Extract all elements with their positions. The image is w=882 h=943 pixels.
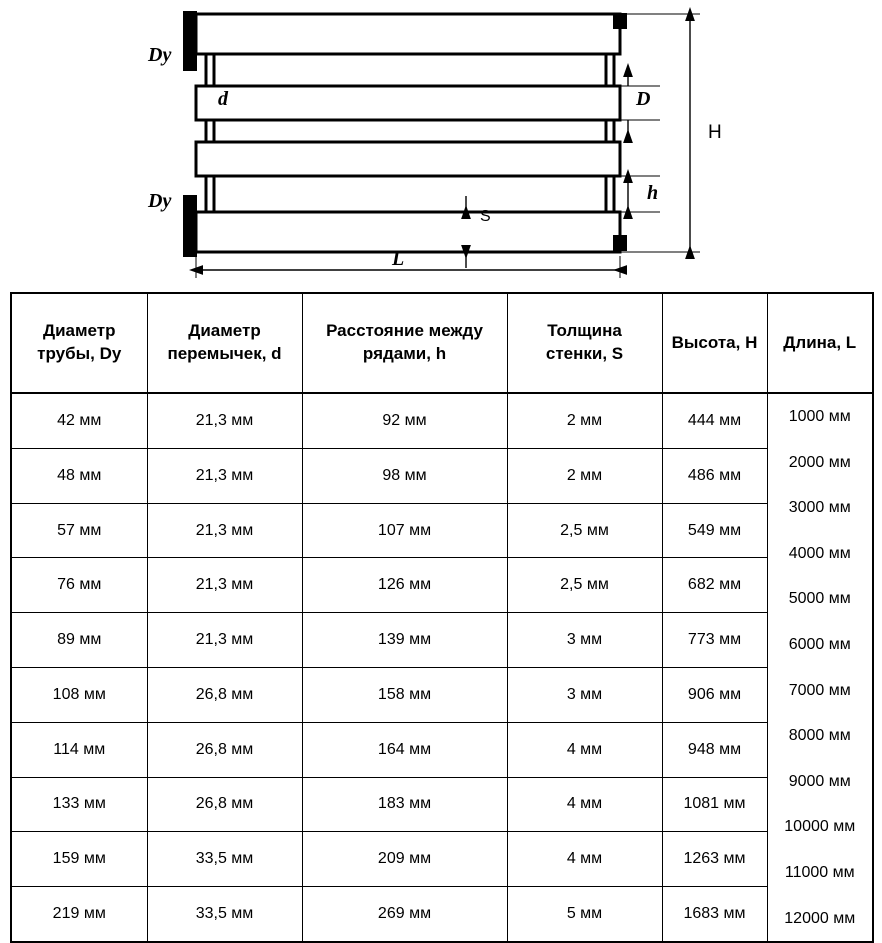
- cell-row-spacing: 158 мм: [302, 668, 507, 723]
- cell-pipe-diameter: 114 мм: [11, 722, 147, 777]
- cell-row-spacing: 126 мм: [302, 558, 507, 613]
- cell-height: 906 мм: [662, 668, 767, 723]
- cell-height: 948 мм: [662, 722, 767, 777]
- table-row: [11, 832, 873, 887]
- cell-pipe-diameter: 76 мм: [11, 558, 147, 613]
- cell-wall-thickness: 3 мм: [507, 668, 662, 723]
- cell-pipe-diameter: 133 мм: [11, 777, 147, 832]
- length-option: 7000 мм: [788, 681, 851, 699]
- cell-jumper-diameter: 21,3 мм: [147, 503, 302, 558]
- cell-wall-thickness: 2 мм: [507, 393, 662, 448]
- length-option: 12000 мм: [784, 909, 856, 927]
- cell-jumper-diameter: 21,3 мм: [147, 558, 302, 613]
- table-row: [11, 393, 873, 448]
- cell-wall-thickness: 3 мм: [507, 613, 662, 668]
- table-row: [11, 448, 873, 503]
- cell-height: 1683 мм: [662, 887, 767, 943]
- table-row: [11, 887, 873, 943]
- register-diagram-svg: [0, 0, 882, 292]
- length-option: 6000 мм: [788, 635, 851, 653]
- cell-wall-thickness: 4 мм: [507, 777, 662, 832]
- header-height: Высота, H: [662, 293, 767, 393]
- cell-wall-thickness: 5 мм: [507, 887, 662, 943]
- cell-jumper-diameter: 26,8 мм: [147, 777, 302, 832]
- cell-wall-thickness: 2 мм: [507, 448, 662, 503]
- cell-jumper-diameter: 21,3 мм: [147, 393, 302, 448]
- diagram-label-dy-top: Dy: [148, 44, 172, 66]
- cell-height: 444 мм: [662, 393, 767, 448]
- cell-pipe-diameter: 159 мм: [11, 832, 147, 887]
- cell-pipe-diameter: 48 мм: [11, 448, 147, 503]
- table-header-row: [11, 293, 873, 393]
- cell-wall-thickness: 4 мм: [507, 722, 662, 777]
- cell-height: 486 мм: [662, 448, 767, 503]
- length-list: [768, 394, 873, 941]
- register-diagram: [0, 0, 882, 292]
- diagram-label-dy-bottom: Dy: [148, 190, 172, 212]
- cell-height: 773 мм: [662, 613, 767, 668]
- specifications-table: [10, 292, 874, 943]
- length-option: 2000 мм: [788, 453, 851, 471]
- cell-jumper-diameter: 21,3 мм: [147, 448, 302, 503]
- cell-jumper-diameter: 21,3 мм: [147, 613, 302, 668]
- table-body: [11, 393, 873, 942]
- table-row: [11, 668, 873, 723]
- cell-pipe-diameter: 89 мм: [11, 613, 147, 668]
- header-row-spacing: Расстояние между рядами, h: [302, 293, 507, 393]
- cell-row-spacing: 164 мм: [302, 722, 507, 777]
- table-row: [11, 503, 873, 558]
- cell-height: 1081 мм: [662, 777, 767, 832]
- diagram-label-H: H: [708, 122, 722, 143]
- table-row: [11, 777, 873, 832]
- length-option: 11000 мм: [784, 863, 855, 881]
- length-option: 9000 мм: [788, 772, 851, 790]
- header-jumper-diameter: Диаметр перемычек, d: [147, 293, 302, 393]
- cell-pipe-diameter: 219 мм: [11, 887, 147, 943]
- cell-wall-thickness: 2,5 мм: [507, 558, 662, 613]
- table-row: [11, 722, 873, 777]
- cell-row-spacing: 92 мм: [302, 393, 507, 448]
- table-row: [11, 613, 873, 668]
- cell-jumper-diameter: 26,8 мм: [147, 668, 302, 723]
- cell-height: 1263 мм: [662, 832, 767, 887]
- diagram-label-L: L: [392, 248, 405, 270]
- cell-jumper-diameter: 33,5 мм: [147, 887, 302, 943]
- length-option: 8000 мм: [788, 727, 851, 745]
- cell-jumper-diameter: 26,8 мм: [147, 722, 302, 777]
- cell-pipe-diameter: 57 мм: [11, 503, 147, 558]
- diagram-label-h: h: [647, 182, 659, 204]
- diagram-label-D: D: [636, 88, 651, 110]
- length-option: 10000 мм: [784, 818, 856, 836]
- length-option: 5000 мм: [788, 590, 851, 608]
- cell-height: 682 мм: [662, 558, 767, 613]
- header-wall-thickness: Толщина стенки, S: [507, 293, 662, 393]
- length-option: 4000 мм: [788, 544, 851, 562]
- cell-row-spacing: 269 мм: [302, 887, 507, 943]
- cell-row-spacing: 183 мм: [302, 777, 507, 832]
- cell-pipe-diameter: 42 мм: [11, 393, 147, 448]
- cell-row-spacing: 98 мм: [302, 448, 507, 503]
- cell-wall-thickness: 4 мм: [507, 832, 662, 887]
- header-pipe-diameter: Диаметр трубы, Dy: [11, 293, 147, 393]
- cell-row-spacing: 209 мм: [302, 832, 507, 887]
- cell-length-list: [767, 393, 873, 942]
- cell-row-spacing: 139 мм: [302, 613, 507, 668]
- header-length: Длина, L: [767, 293, 873, 393]
- cell-height: 549 мм: [662, 503, 767, 558]
- table-row: [11, 558, 873, 613]
- cell-pipe-diameter: 108 мм: [11, 668, 147, 723]
- cell-wall-thickness: 2,5 мм: [507, 503, 662, 558]
- cell-row-spacing: 107 мм: [302, 503, 507, 558]
- cell-jumper-diameter: 33,5 мм: [147, 832, 302, 887]
- length-option: 1000 мм: [788, 408, 851, 425]
- diagram-label-s: S: [480, 208, 491, 225]
- diagram-label-d: d: [218, 88, 228, 110]
- length-option: 3000 мм: [788, 499, 851, 517]
